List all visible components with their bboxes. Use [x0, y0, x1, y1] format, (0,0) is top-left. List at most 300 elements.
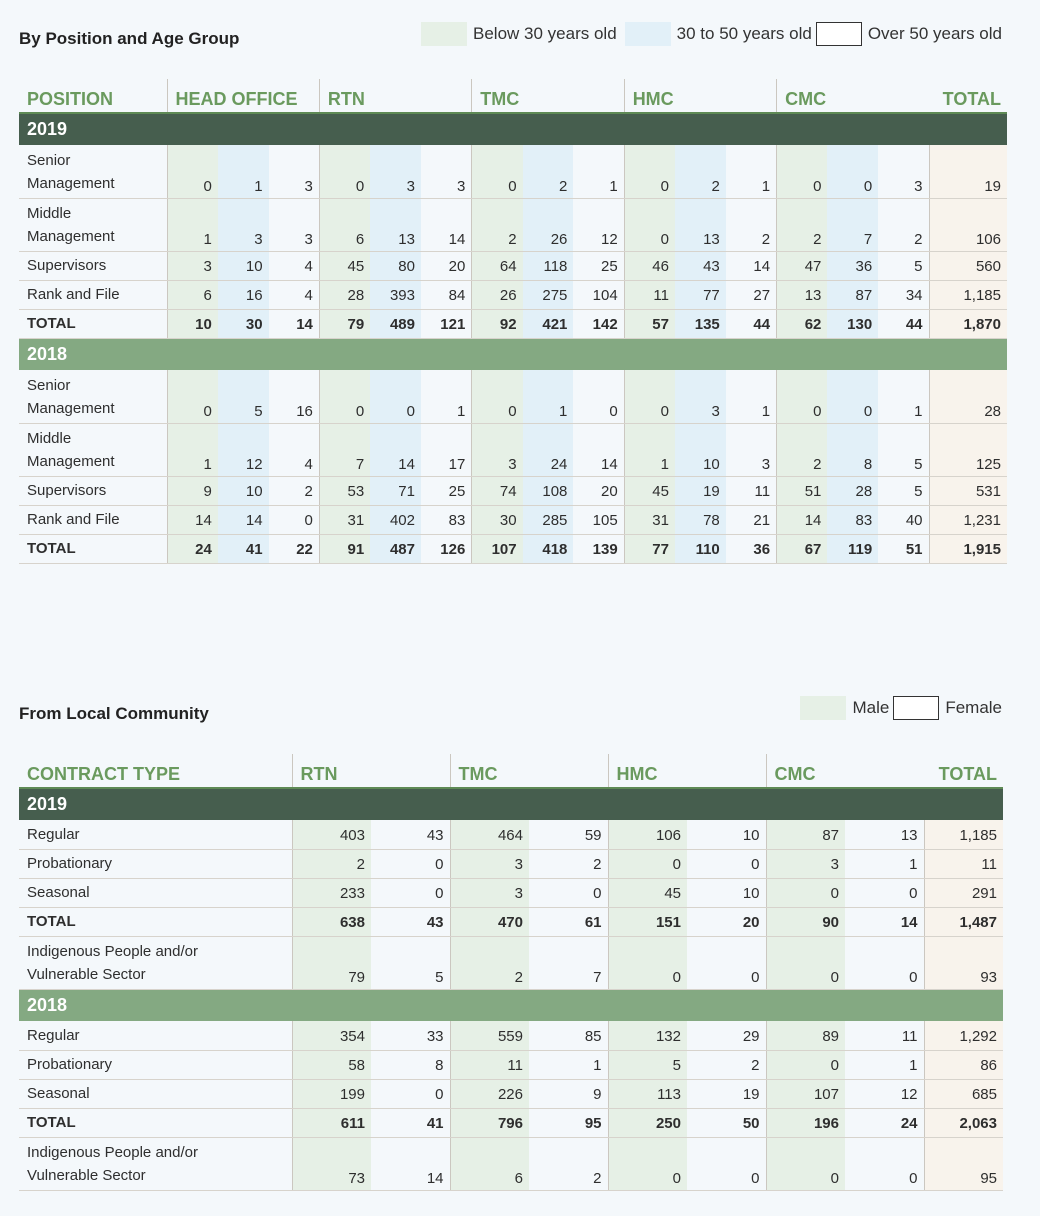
value-cell: 36: [726, 534, 777, 563]
value-cell: 10: [167, 309, 218, 338]
value-cell: 26: [472, 280, 523, 309]
year-row: [19, 113, 1007, 145]
row-label: Probationary: [19, 1050, 292, 1079]
value-cell: 11: [845, 1021, 924, 1050]
value-cell: 421: [523, 309, 574, 338]
value-cell: 28: [929, 370, 1007, 423]
value-cell: 2: [675, 145, 726, 198]
value-cell: 107: [766, 1079, 845, 1108]
header-cell: HMC: [624, 79, 776, 113]
value-cell: 403: [292, 820, 371, 849]
value-cell: 12: [573, 198, 624, 251]
value-cell: 0: [624, 370, 675, 423]
value-cell: 0: [472, 370, 523, 423]
value-cell: 85: [529, 1021, 608, 1050]
value-cell: 0: [529, 878, 608, 907]
value-cell: 3: [370, 145, 421, 198]
value-cell: 8: [371, 1050, 450, 1079]
value-cell: 86: [924, 1050, 1003, 1079]
row-label: Middle Management: [19, 198, 167, 251]
value-cell: 19: [687, 1079, 766, 1108]
year-label: 2019: [19, 788, 1003, 820]
value-cell: 1,870: [929, 309, 1007, 338]
value-cell: 418: [523, 534, 574, 563]
value-cell: 2: [523, 145, 574, 198]
value-cell: 58: [292, 1050, 371, 1079]
value-cell: 8: [827, 423, 878, 476]
value-cell: 87: [827, 280, 878, 309]
row-label: Rank and File: [19, 505, 167, 534]
value-cell: 196: [766, 1108, 845, 1137]
value-cell: 89: [766, 1021, 845, 1050]
value-cell: 1: [845, 1050, 924, 1079]
table-row: [19, 1021, 1003, 1050]
table-row: [19, 1108, 1003, 1137]
value-cell: 24: [523, 423, 574, 476]
header-cell: RTN: [319, 79, 471, 113]
value-cell: 14: [573, 423, 624, 476]
value-cell: 6: [319, 198, 370, 251]
value-cell: 0: [573, 370, 624, 423]
value-cell: 19: [929, 145, 1007, 198]
row-label: TOTAL: [19, 1108, 292, 1137]
value-cell: 3: [269, 198, 320, 251]
legend-swatch-green: [421, 22, 467, 46]
value-cell: 20: [573, 476, 624, 505]
value-cell: 7: [319, 423, 370, 476]
age-section-title: By Position and Age Group: [19, 29, 240, 48]
value-cell: 0: [371, 849, 450, 878]
value-cell: 3: [218, 198, 269, 251]
value-cell: 3: [878, 145, 929, 198]
value-cell: 2: [777, 423, 828, 476]
value-cell: 10: [218, 476, 269, 505]
value-cell: 10: [675, 423, 726, 476]
value-cell: 0: [608, 849, 687, 878]
value-cell: 393: [370, 280, 421, 309]
value-cell: 28: [319, 280, 370, 309]
header-cell: CMC: [777, 79, 929, 113]
value-cell: 685: [924, 1079, 1003, 1108]
row-label: Middle Management: [19, 423, 167, 476]
value-cell: 354: [292, 1021, 371, 1050]
value-cell: 61: [529, 907, 608, 936]
value-cell: 3: [766, 849, 845, 878]
year-row: [19, 989, 1003, 1021]
value-cell: 10: [687, 820, 766, 849]
value-cell: 30: [472, 505, 523, 534]
value-cell: 106: [608, 820, 687, 849]
value-cell: 121: [421, 309, 472, 338]
value-cell: 13: [777, 280, 828, 309]
value-cell: 45: [624, 476, 675, 505]
table-row: [19, 849, 1003, 878]
value-cell: 74: [472, 476, 523, 505]
value-cell: 0: [370, 370, 421, 423]
value-cell: 233: [292, 878, 371, 907]
value-cell: 20: [687, 907, 766, 936]
year-row: [19, 788, 1003, 820]
value-cell: 11: [450, 1050, 529, 1079]
row-label: Regular: [19, 820, 292, 849]
value-cell: 34: [878, 280, 929, 309]
value-cell: 51: [878, 534, 929, 563]
value-cell: 21: [726, 505, 777, 534]
value-cell: 0: [624, 145, 675, 198]
value-cell: 105: [573, 505, 624, 534]
value-cell: 113: [608, 1079, 687, 1108]
value-cell: 3: [675, 370, 726, 423]
value-cell: 14: [371, 1137, 450, 1190]
value-cell: 104: [573, 280, 624, 309]
legend-male: Male: [800, 696, 889, 720]
table-row: [19, 198, 1007, 251]
value-cell: 0: [167, 145, 218, 198]
value-cell: 40: [878, 505, 929, 534]
value-cell: 0: [472, 145, 523, 198]
row-label: TOTAL: [19, 907, 292, 936]
value-cell: 80: [370, 251, 421, 280]
value-cell: 9: [167, 476, 218, 505]
row-label: Indigenous People and/or Vulnerable Sector: [19, 1137, 292, 1190]
value-cell: 1: [573, 145, 624, 198]
table-row: [19, 820, 1003, 849]
value-cell: 1: [167, 423, 218, 476]
value-cell: 3: [167, 251, 218, 280]
value-cell: 16: [269, 370, 320, 423]
value-cell: 0: [319, 145, 370, 198]
value-cell: 4: [269, 423, 320, 476]
value-cell: 28: [827, 476, 878, 505]
header-cell: TOTAL: [929, 79, 1007, 113]
year-label: 2019: [19, 113, 1007, 145]
value-cell: 2: [777, 198, 828, 251]
age-table: [19, 79, 1007, 564]
value-cell: 125: [929, 423, 1007, 476]
header-cell: POSITION: [19, 79, 167, 113]
year-row: [19, 338, 1007, 370]
value-cell: 1: [218, 145, 269, 198]
value-cell: 14: [421, 198, 472, 251]
value-cell: 95: [924, 1137, 1003, 1190]
value-cell: 132: [608, 1021, 687, 1050]
value-cell: 1: [878, 370, 929, 423]
value-cell: 489: [370, 309, 421, 338]
value-cell: 93: [924, 936, 1003, 989]
value-cell: 41: [371, 1108, 450, 1137]
value-cell: 25: [421, 476, 472, 505]
value-cell: 0: [687, 936, 766, 989]
value-cell: 11: [726, 476, 777, 505]
value-cell: 26: [523, 198, 574, 251]
row-label: Supervisors: [19, 476, 167, 505]
value-cell: 10: [218, 251, 269, 280]
value-cell: 0: [687, 1137, 766, 1190]
row-label: Seasonal: [19, 878, 292, 907]
value-cell: 1,292: [924, 1021, 1003, 1050]
value-cell: 0: [827, 370, 878, 423]
value-cell: 45: [319, 251, 370, 280]
table-row: [19, 1079, 1003, 1108]
value-cell: 90: [766, 907, 845, 936]
community-header-row: [19, 754, 1003, 788]
legend-30-to-50: 30 to 50 years old: [625, 22, 812, 46]
value-cell: 1: [523, 370, 574, 423]
value-cell: 126: [421, 534, 472, 563]
value-cell: 199: [292, 1079, 371, 1108]
value-cell: 2: [529, 849, 608, 878]
row-label: Senior Management: [19, 145, 167, 198]
value-cell: 14: [777, 505, 828, 534]
value-cell: 118: [523, 251, 574, 280]
value-cell: 29: [687, 1021, 766, 1050]
table-row: [19, 476, 1007, 505]
value-cell: 7: [529, 936, 608, 989]
value-cell: 6: [450, 1137, 529, 1190]
value-cell: 79: [292, 936, 371, 989]
value-cell: 0: [777, 370, 828, 423]
value-cell: 119: [827, 534, 878, 563]
legend-swatch-green: [800, 696, 846, 720]
value-cell: 53: [319, 476, 370, 505]
legend-below-30: Below 30 years old: [421, 22, 617, 46]
value-cell: 108: [523, 476, 574, 505]
value-cell: 31: [624, 505, 675, 534]
value-cell: 0: [827, 145, 878, 198]
value-cell: 139: [573, 534, 624, 563]
legend-over-50: Over 50 years old: [816, 22, 1002, 46]
value-cell: 11: [924, 849, 1003, 878]
value-cell: 0: [687, 849, 766, 878]
value-cell: 135: [675, 309, 726, 338]
value-cell: 5: [878, 251, 929, 280]
community-table: [19, 754, 1003, 1191]
value-cell: 2: [450, 936, 529, 989]
header-cell: RTN: [292, 754, 450, 788]
value-cell: 1,915: [929, 534, 1007, 563]
value-cell: 27: [726, 280, 777, 309]
value-cell: 1: [726, 145, 777, 198]
value-cell: 47: [777, 251, 828, 280]
table-row: [19, 1137, 1003, 1190]
row-label: Rank and File: [19, 280, 167, 309]
header-cell: HMC: [608, 754, 766, 788]
header-cell: TOTAL: [924, 754, 1003, 788]
header-cell: CMC: [766, 754, 924, 788]
value-cell: 14: [370, 423, 421, 476]
age-header-row: [19, 79, 1007, 113]
value-cell: 464: [450, 820, 529, 849]
value-cell: 2: [726, 198, 777, 251]
value-cell: 107: [472, 534, 523, 563]
value-cell: 84: [421, 280, 472, 309]
value-cell: 2: [687, 1050, 766, 1079]
value-cell: 45: [608, 878, 687, 907]
value-cell: 41: [218, 534, 269, 563]
value-cell: 402: [370, 505, 421, 534]
header-cell: CONTRACT TYPE: [19, 754, 292, 788]
value-cell: 2,063: [924, 1108, 1003, 1137]
row-label: Supervisors: [19, 251, 167, 280]
legend-swatch-white: [816, 22, 862, 46]
row-label: Seasonal: [19, 1079, 292, 1108]
value-cell: 2: [529, 1137, 608, 1190]
value-cell: 0: [845, 1137, 924, 1190]
value-cell: 796: [450, 1108, 529, 1137]
value-cell: 33: [371, 1021, 450, 1050]
value-cell: 14: [269, 309, 320, 338]
value-cell: 5: [608, 1050, 687, 1079]
value-cell: 0: [624, 198, 675, 251]
value-cell: 0: [777, 145, 828, 198]
value-cell: 5: [878, 423, 929, 476]
header-cell: TMC: [450, 754, 608, 788]
value-cell: 531: [929, 476, 1007, 505]
header-cell: HEAD OFFICE: [167, 79, 319, 113]
value-cell: 14: [218, 505, 269, 534]
value-cell: 78: [675, 505, 726, 534]
value-cell: 0: [766, 1050, 845, 1079]
value-cell: 87: [766, 820, 845, 849]
table-row: [19, 370, 1007, 423]
year-label: 2018: [19, 989, 1003, 1021]
value-cell: 560: [929, 251, 1007, 280]
row-label: Senior Management: [19, 370, 167, 423]
value-cell: 4: [269, 280, 320, 309]
value-cell: 638: [292, 907, 371, 936]
row-label: Regular: [19, 1021, 292, 1050]
value-cell: 0: [167, 370, 218, 423]
value-cell: 12: [845, 1079, 924, 1108]
value-cell: 0: [371, 878, 450, 907]
value-cell: 44: [726, 309, 777, 338]
value-cell: 17: [421, 423, 472, 476]
value-cell: 0: [608, 1137, 687, 1190]
value-cell: 13: [675, 198, 726, 251]
value-cell: 2: [269, 476, 320, 505]
value-cell: 20: [421, 251, 472, 280]
value-cell: 487: [370, 534, 421, 563]
value-cell: 9: [529, 1079, 608, 1108]
value-cell: 11: [624, 280, 675, 309]
value-cell: 3: [421, 145, 472, 198]
value-cell: 1: [624, 423, 675, 476]
value-cell: 14: [845, 907, 924, 936]
value-cell: 7: [827, 198, 878, 251]
value-cell: 91: [319, 534, 370, 563]
row-label: TOTAL: [19, 309, 167, 338]
value-cell: 1: [845, 849, 924, 878]
value-cell: 43: [675, 251, 726, 280]
value-cell: 285: [523, 505, 574, 534]
value-cell: 13: [370, 198, 421, 251]
row-label: Probationary: [19, 849, 292, 878]
value-cell: 2: [472, 198, 523, 251]
table-row: [19, 423, 1007, 476]
value-cell: 4: [269, 251, 320, 280]
value-cell: 44: [878, 309, 929, 338]
value-cell: 142: [573, 309, 624, 338]
value-cell: 24: [167, 534, 218, 563]
value-cell: 3: [726, 423, 777, 476]
value-cell: 110: [675, 534, 726, 563]
row-label: TOTAL: [19, 534, 167, 563]
value-cell: 6: [167, 280, 218, 309]
value-cell: 19: [675, 476, 726, 505]
table-row: [19, 1050, 1003, 1079]
value-cell: 71: [370, 476, 421, 505]
value-cell: 22: [269, 534, 320, 563]
value-cell: 67: [777, 534, 828, 563]
value-cell: 1,185: [929, 280, 1007, 309]
value-cell: 5: [218, 370, 269, 423]
value-cell: 13: [845, 820, 924, 849]
value-cell: 0: [766, 936, 845, 989]
table-row: [19, 251, 1007, 280]
value-cell: 3: [269, 145, 320, 198]
value-cell: 51: [777, 476, 828, 505]
value-cell: 62: [777, 309, 828, 338]
value-cell: 0: [766, 1137, 845, 1190]
value-cell: 1,487: [924, 907, 1003, 936]
value-cell: 0: [371, 1079, 450, 1108]
value-cell: 1: [421, 370, 472, 423]
value-cell: 291: [924, 878, 1003, 907]
value-cell: 1: [529, 1050, 608, 1079]
row-label: Indigenous People and/or Vulnerable Sector: [19, 936, 292, 989]
value-cell: 275: [523, 280, 574, 309]
value-cell: 106: [929, 198, 1007, 251]
value-cell: 92: [472, 309, 523, 338]
value-cell: 14: [726, 251, 777, 280]
value-cell: 43: [371, 820, 450, 849]
value-cell: 12: [218, 423, 269, 476]
value-cell: 14: [167, 505, 218, 534]
age-legend: [415, 22, 1002, 46]
value-cell: 59: [529, 820, 608, 849]
table-row: [19, 878, 1003, 907]
table-row: [19, 936, 1003, 989]
value-cell: 46: [624, 251, 675, 280]
value-cell: 50: [687, 1108, 766, 1137]
value-cell: 0: [845, 936, 924, 989]
value-cell: 5: [878, 476, 929, 505]
value-cell: 1: [167, 198, 218, 251]
value-cell: 77: [624, 534, 675, 563]
value-cell: 64: [472, 251, 523, 280]
value-cell: 3: [472, 423, 523, 476]
value-cell: 24: [845, 1108, 924, 1137]
value-cell: 43: [371, 907, 450, 936]
value-cell: 79: [319, 309, 370, 338]
value-cell: 611: [292, 1108, 371, 1137]
legend-female: Female: [893, 696, 1002, 720]
table-row: [19, 309, 1007, 338]
table-row: [19, 505, 1007, 534]
value-cell: 1,231: [929, 505, 1007, 534]
value-cell: 130: [827, 309, 878, 338]
community-legend: [794, 696, 1002, 720]
value-cell: 226: [450, 1079, 529, 1108]
table-row: [19, 145, 1007, 198]
value-cell: 73: [292, 1137, 371, 1190]
legend-swatch-white: [893, 696, 939, 720]
table-row: [19, 534, 1007, 563]
table-row: [19, 280, 1007, 309]
value-cell: 0: [319, 370, 370, 423]
value-cell: 83: [421, 505, 472, 534]
value-cell: 2: [878, 198, 929, 251]
